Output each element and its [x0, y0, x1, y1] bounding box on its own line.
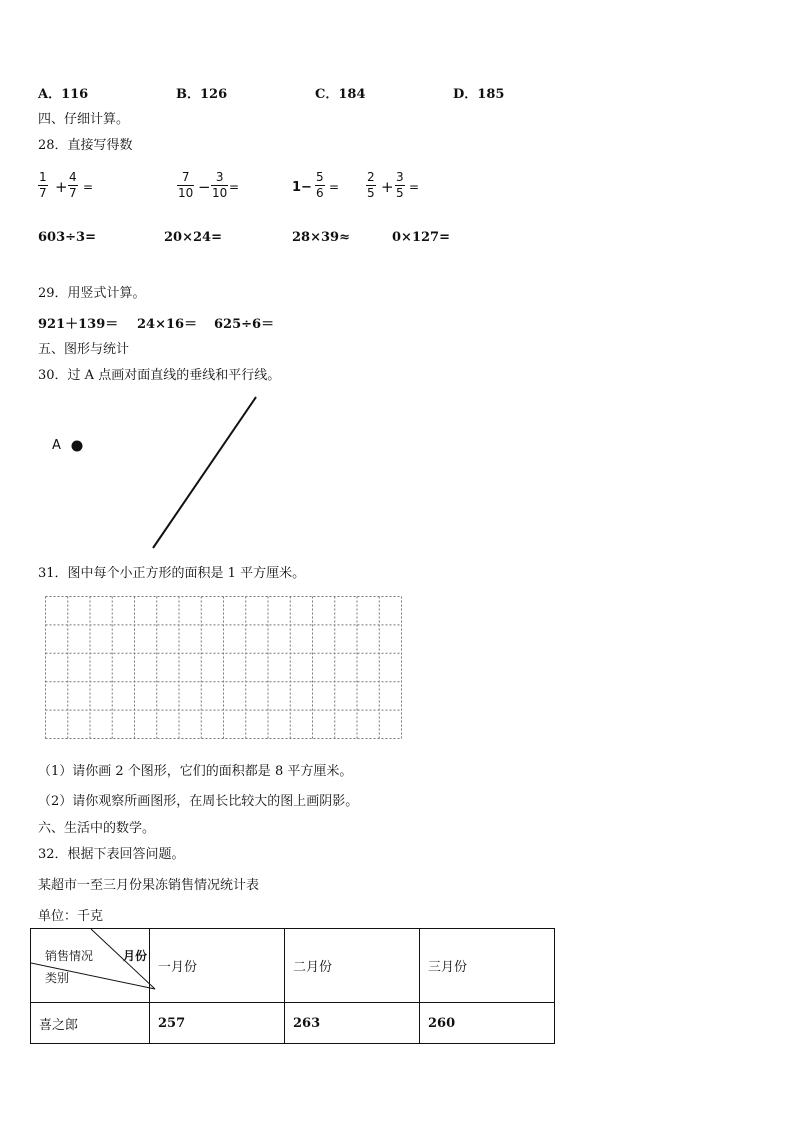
q29-item-3: 625÷6＝ [214, 317, 275, 332]
q28-title: 28．直接写得数 [38, 138, 133, 153]
corner-cell [31, 929, 150, 1003]
option-a: A．116 [38, 87, 89, 102]
sales-table [30, 928, 555, 1044]
q28-calc-2: 20×24= [164, 230, 222, 245]
section-6-heading: 六、生活中的数学。 [38, 821, 156, 836]
corner-type: 类别 [45, 971, 70, 985]
header-month-1: 一月份 [150, 929, 285, 1003]
row-value-jan: 257 [150, 1003, 285, 1044]
table-row [31, 1003, 555, 1044]
row-value-mar: 260 [420, 1003, 555, 1044]
q31-sub-1: （1）请你画 2 个图形，它们的面积都是 8 平方厘米。 [38, 764, 353, 779]
q29-item-1: 921＋139＝ [38, 317, 119, 332]
q29-title: 29．用竖式计算。 [38, 286, 146, 301]
row-value-feb: 263 [285, 1003, 420, 1044]
q30-figure [0, 390, 300, 560]
slanted-line [153, 397, 256, 548]
q31-sub-2: （2）请你观察所画图形，在周长比较大的图上画阴影。 [38, 794, 359, 809]
option-d: D．185 [453, 87, 505, 102]
corner-month: 月份 [123, 949, 148, 963]
row-name: 喜之郎 [31, 1003, 150, 1044]
corner-diagonals [31, 929, 165, 1003]
section-5-heading: 五、图形与统计 [38, 342, 130, 357]
section-4-heading: 四、仔细计算。 [38, 112, 130, 127]
q32-title: 32．根据下表回答问题。 [38, 847, 185, 862]
point-a-label: A [52, 438, 61, 453]
header-month-2: 二月份 [285, 929, 420, 1003]
table-unit: 单位：千克 [38, 909, 104, 924]
q28-calc-3: 28×39≈ [292, 230, 350, 245]
point-a-dot [72, 441, 83, 452]
corner-sales: 销售情况 [45, 949, 94, 963]
table-title: 某超市一至三月份果冻销售情况统计表 [38, 878, 260, 893]
square-grid [44, 595, 404, 741]
q29-item-2: 24×16＝ [137, 317, 198, 332]
q28-calc-1: 603÷3= [38, 230, 96, 245]
q30-title: 30．过 A 点画对面直线的垂线和平行线。 [38, 368, 281, 383]
table-header-row [31, 929, 555, 1003]
option-c: C．184 [315, 87, 366, 102]
q28-calc-4: 0×127= [392, 230, 450, 245]
header-month-3: 三月份 [420, 929, 555, 1003]
option-b: B．126 [176, 87, 228, 102]
q31-title: 31．图中每个小正方形的面积是 1 平方厘米。 [38, 566, 306, 581]
